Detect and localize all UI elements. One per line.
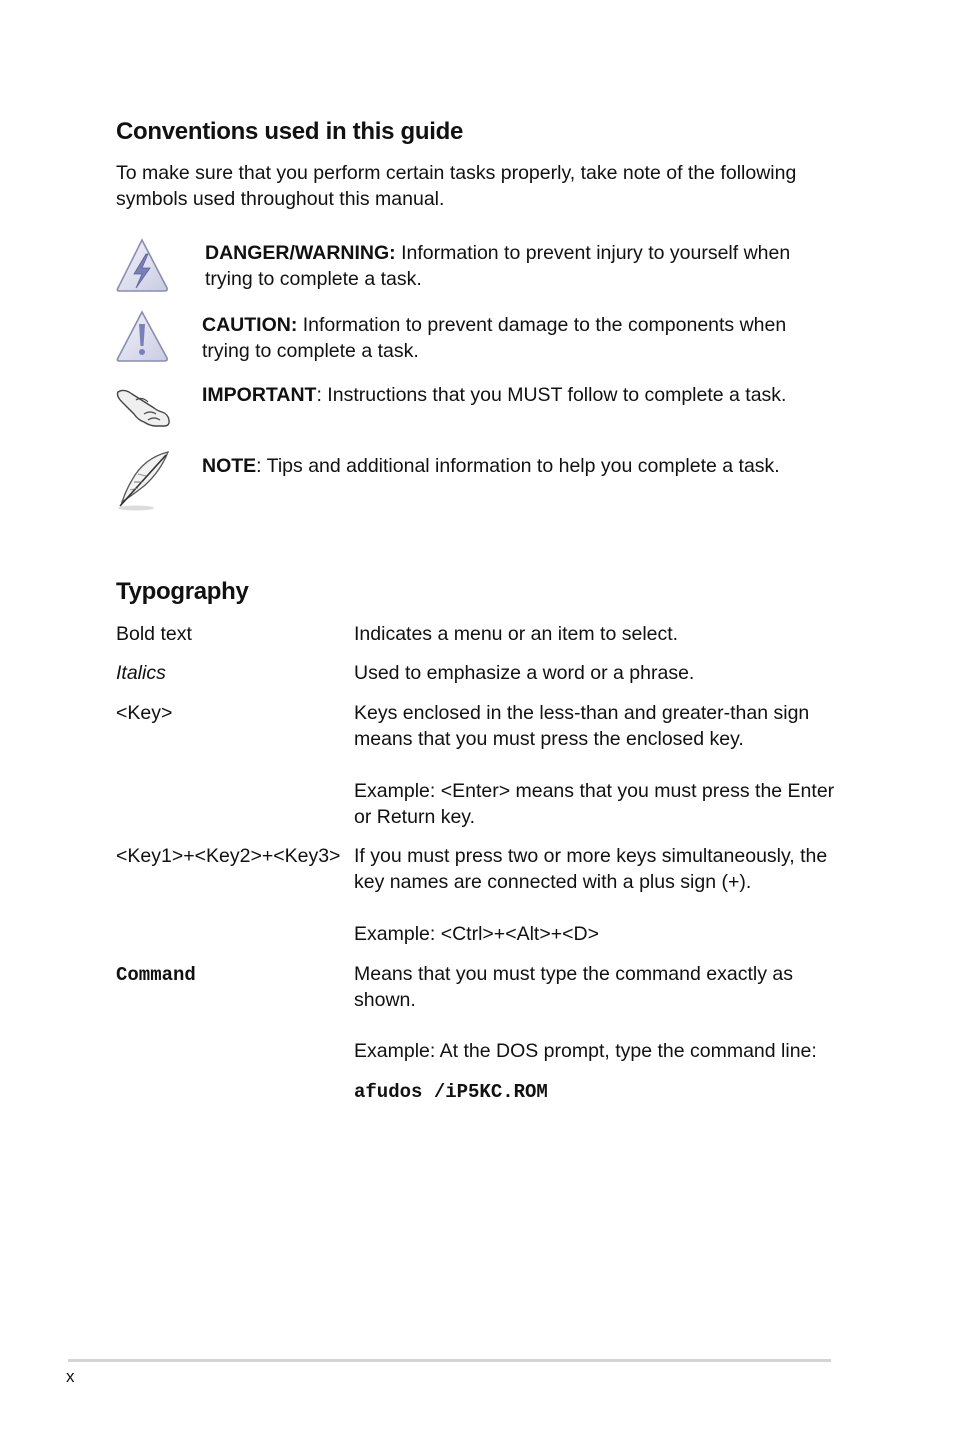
footer-divider bbox=[68, 1359, 831, 1362]
typography-desc-bold: Indicates a menu or an item to select. bbox=[354, 623, 679, 645]
notice-label: IMPORTANT bbox=[202, 384, 317, 406]
notice-danger-warning bbox=[205, 240, 805, 292]
conventions-heading: Conventions used in this guide bbox=[116, 118, 464, 145]
typography-code-command: afudos /iP5KC.ROM bbox=[354, 1081, 548, 1103]
notice-important bbox=[202, 382, 802, 408]
notice-text: Information to prevent injury to yourself when trying to complete a task. bbox=[205, 242, 791, 290]
typography-desc-italics: Used to emphasize a word or a phrase. bbox=[354, 662, 695, 684]
notice-caution bbox=[202, 312, 802, 364]
typography-example-key-combo: Example: <Ctrl>+<Alt>+<D> bbox=[354, 923, 599, 945]
typography-term-bold: Bold text bbox=[116, 623, 192, 645]
typography-example-key: Example: <Enter> means that you must press the Enter or Return key. bbox=[354, 780, 835, 828]
feather-quill-icon bbox=[114, 450, 172, 514]
conventions-intro: To make sure that you perform certain tasks properly, take note of the following symbols used throughout this manual. bbox=[116, 162, 797, 210]
notice-note bbox=[202, 453, 802, 479]
notice-text: : Tips and additional information to help you complete a task. bbox=[256, 455, 780, 477]
typography-desc-key: Keys enclosed in the less-than and greater-than sign means that you must press the enclosed key. bbox=[354, 702, 810, 750]
exclamation-caution-icon bbox=[112, 308, 170, 372]
pointing-hand-icon bbox=[114, 380, 172, 444]
typography-term-command: Command bbox=[116, 964, 196, 986]
page-number: x bbox=[66, 1367, 75, 1386]
typography-desc-command: Means that you must type the command exactly as shown. bbox=[354, 963, 793, 1011]
typography-desc-key-combo: If you must press two or more keys simultaneously, the key names are connected with a plus sign (+). bbox=[354, 845, 828, 893]
notice-label: DANGER/WARNING: bbox=[205, 242, 396, 264]
typography-term-key-combo: <Key1>+<Key2>+<Key3> bbox=[116, 845, 341, 867]
typography-heading: Typography bbox=[116, 578, 249, 605]
lightning-warning-icon bbox=[112, 236, 170, 300]
notice-text: : Instructions that you MUST follow to complete a task. bbox=[316, 384, 787, 406]
notice-label: NOTE bbox=[202, 455, 257, 477]
typography-term-italics: Italics bbox=[116, 662, 166, 684]
typography-term-key: <Key> bbox=[116, 702, 173, 724]
notice-text: Information to prevent damage to the components when trying to complete a task. bbox=[202, 314, 787, 362]
notice-label: CAUTION: bbox=[202, 314, 298, 336]
typography-example-command: Example: At the DOS prompt, type the command line: bbox=[354, 1040, 817, 1062]
